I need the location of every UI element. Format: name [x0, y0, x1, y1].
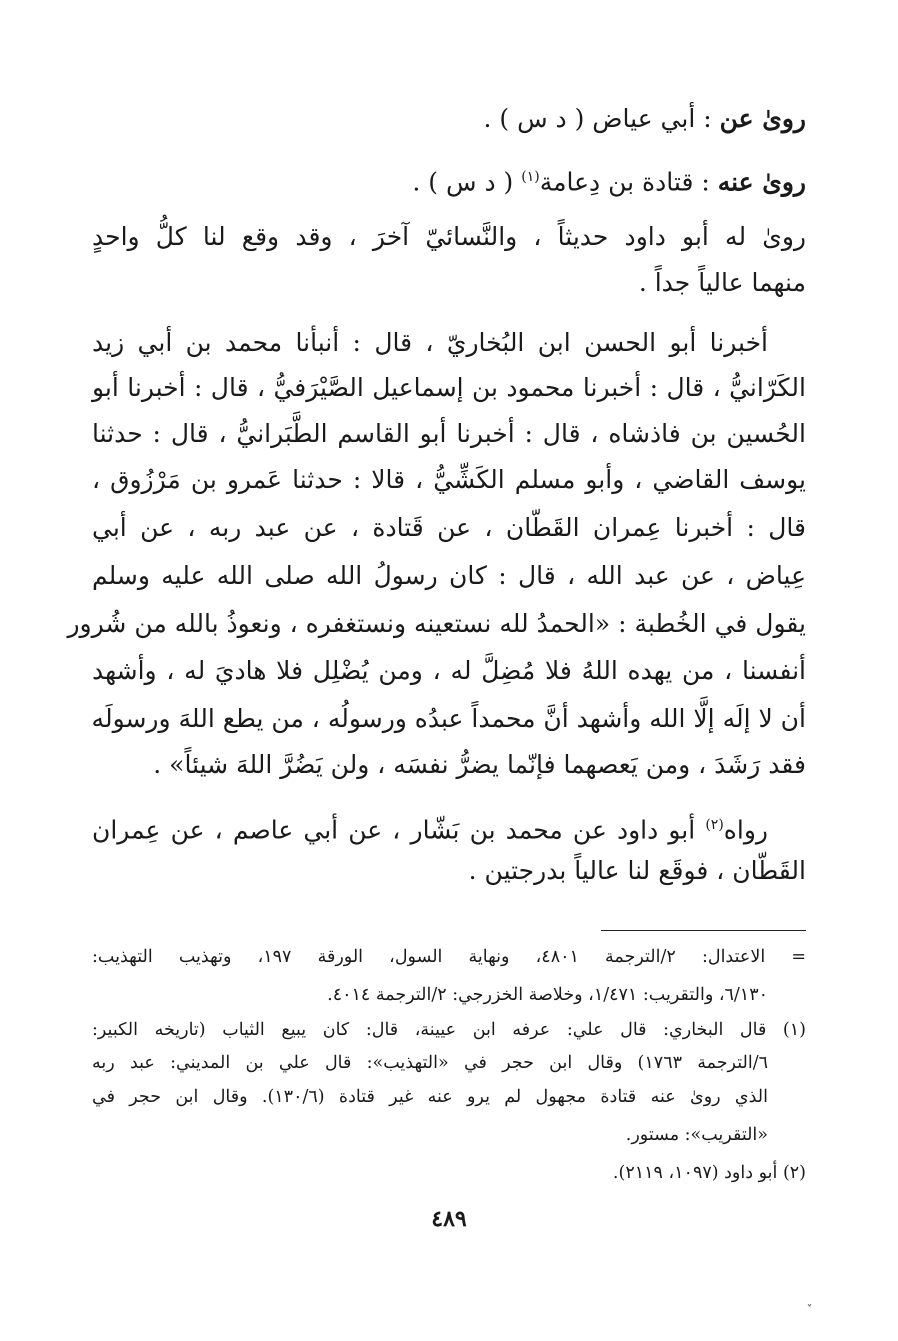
footnote-1-line-4: «التقريب»: مستور. [625, 1125, 768, 1145]
footnote-cont-line-2: ٦/١٣٠، والتقريب: ١/٤٧١، وخلاصة الخزرجي: ٢/الترجمة ٤٠١٤. [327, 985, 768, 1005]
footnote-cont-line-1: = الاعتدال: ٢/الترجمة ٤٨٠١، ونهاية السول، الورقة ١٩٧، وتهذيب التهذيب: [92, 947, 806, 967]
narrated-from-label: روىٰ عن [719, 104, 806, 133]
narrated-from-line [92, 100, 806, 138]
paragraph-1-line-2: منهما عالياً جداً . [638, 268, 806, 297]
paragraph-2-line-7: يقول في الخُطبة : «الحمدُ لله نستعينه ونستغفره ، ونعوذُ بالله من شُرور [67, 609, 806, 638]
narrated-by-line [92, 158, 806, 201]
paragraph-2-line-9: أن لا إلَه إلَّا الله وأشهد أنَّ محمداً عبدُه ورسولُه ، من يطع اللهَ ورسولَه [91, 704, 806, 733]
paragraph-2-line-4: يوسف القاضي ، وأبو مسلم الكَشِّيُّ ، قالا : حدثنا عَمرو بن مَرْزُوق ، [92, 465, 806, 494]
footnote-2-line-1: (٢) أبو داود (١٠٩٧، ٢١١٩). [612, 1163, 806, 1183]
narrated-by-tail: ( د س ) . [412, 167, 522, 197]
paragraph-3-line-1 [92, 806, 768, 849]
footnote-1-line-1: (١) قال البخاري: قال علي: عرفه ابن عيينة، قال: كان يبيع الثياب (تاريخه الكبير: [92, 1020, 806, 1040]
footnote-separator [601, 930, 806, 931]
narrated-from-value: : أبي عياض ( د س ) . [483, 104, 712, 133]
footnote-ref-2: (٢) [705, 817, 724, 833]
footnote-ref-1: (١) [521, 169, 540, 185]
paragraph-2-line-8: أنفسنا ، من يهده اللهُ فلا مُضِلَّ له ، ومن يُضْلِل فلا هاديَ له ، وأشهد [92, 656, 806, 685]
paragraph-1-line-1: روىٰ له أبو داود حديثاً ، والنَّسائيّ آخرَ ، وقد وقع لنا كلُّ واحدٍ [92, 222, 806, 251]
narrated-by-value: : قتادة بن دِعامة [539, 167, 710, 197]
paragraph-2-line-6: عِياض ، عن عبد الله ، قال : كان رسولُ الله صلى الله عليه وسلم [92, 561, 806, 590]
page-number: ٤٨٩ [431, 1206, 467, 1232]
paragraph-2-line-5: قال : أخبرنا عِمران القَطّان ، عن قَتادة ، عن عبد ربه ، عن أبي [92, 513, 806, 542]
paragraph-2-line-10: فقد رَشَدَ ، ومن يَعصهما فإنّما يضرُّ نفسَه ، ولن يَضُرَّ اللهَ شيئاً» . [153, 750, 806, 779]
footnote-1-line-2: ٦/الترجمة ١٧٦٣) وقال ابن حجر في «التهذيب»: قال علي بن المديني: عبد ربه [92, 1053, 768, 1073]
footnote-1-line-3: الذي روىٰ عنه قتادة مجهول لم يرو عنه غير قتادة (١٣٠/٦). وقال ابن حجر في [92, 1087, 769, 1107]
paragraph-3-line-2: القَطّان ، فوقَع لنا عالياً بدرجتين . [468, 856, 806, 885]
paragraph-2-line-3: الحُسين بن فاذشاه ، قال : أخبرنا أبو القاسم الطَّبَرانيُّ ، قال : حدثنا [92, 419, 806, 448]
paragraph-3-lead: رواه [723, 815, 768, 845]
paragraph-2-line-2: الكَرّانيُّ ، قال : أخبرنا محمود بن إسماعيل الصَّيْرَفيُّ ، قال : أخبرنا أبو [92, 373, 806, 402]
paragraph-3-rest: أبو داود عن محمد بن بَشّار ، عن أبي عاصم ، عن عِمران [92, 815, 706, 845]
narrated-by-label: روىٰ عنه [717, 167, 806, 197]
paragraph-2-line-1: أخبرنا أبو الحسن ابن البُخاريّ ، قال : أنبأنا محمد بن أبي زيد [92, 328, 768, 357]
